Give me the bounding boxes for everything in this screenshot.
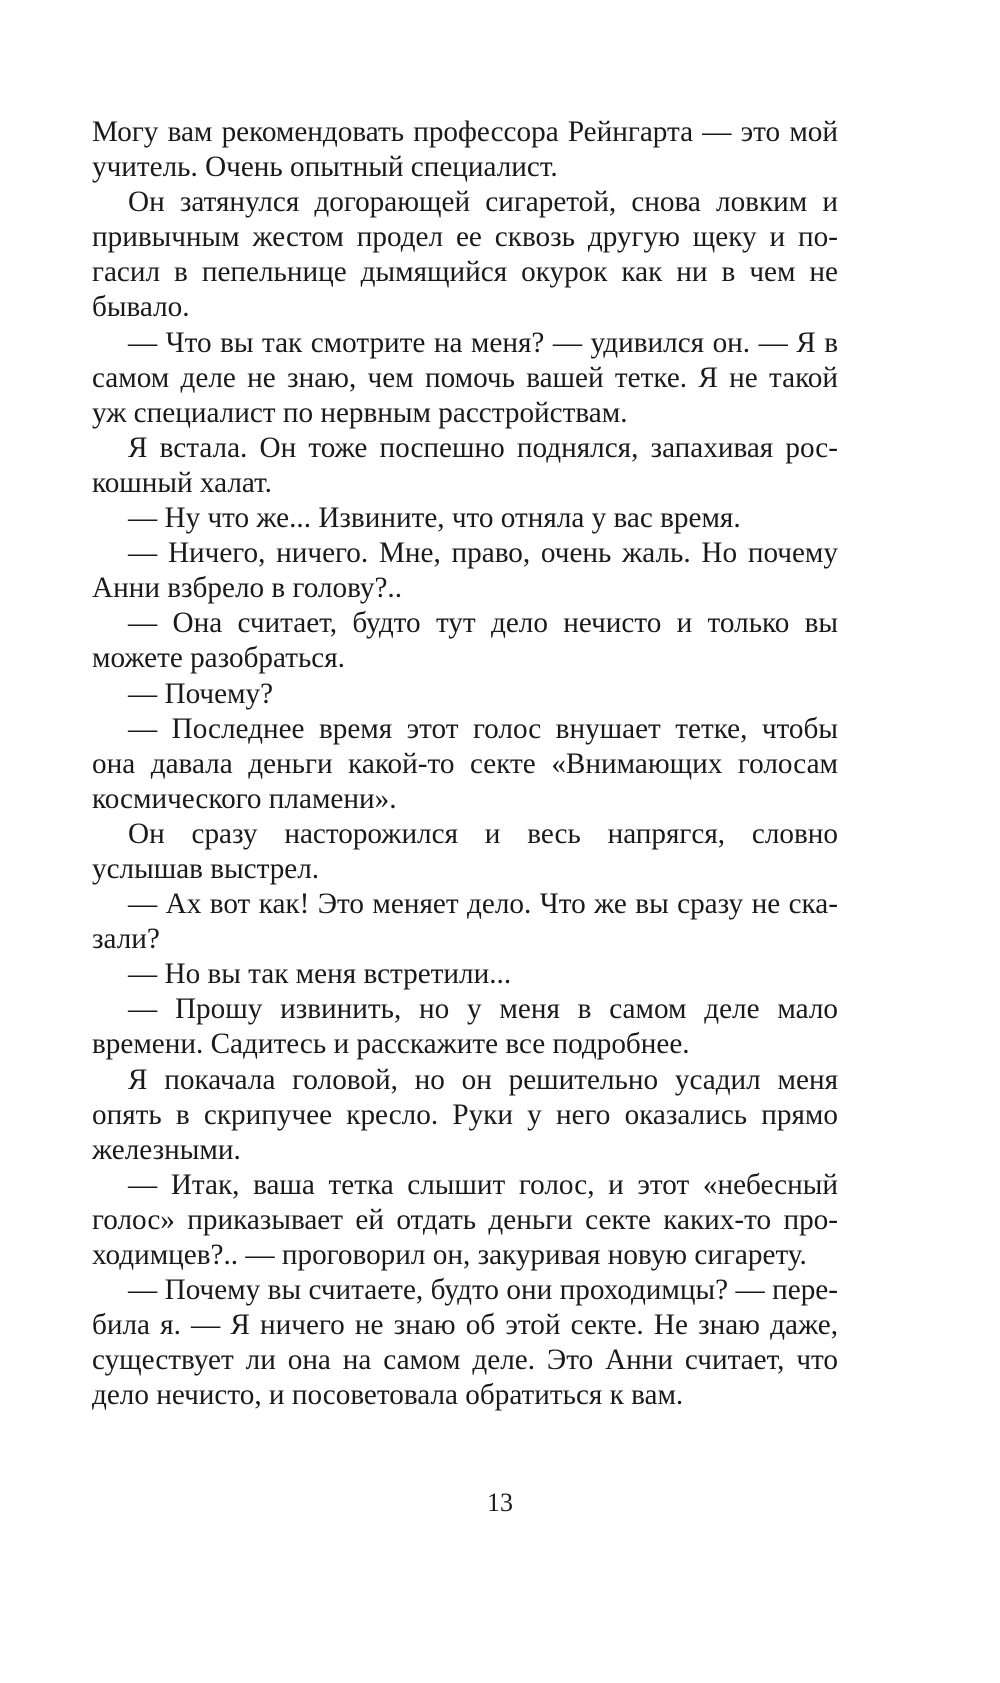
- paragraph-8: — Почему?: [128, 677, 274, 710]
- paragraph-10: Он сразу насторожился и весь напрягся, словно услышав выстрел.: [92, 817, 838, 885]
- paragraph-2: Он затянулся догорающей сигаретой, снова ловким и привычным жестом продел ее сквозь другую щеку и погасил в пепельнице дымящийся окурок как ни в чем не бывало.: [92, 186, 838, 324]
- paragraph-12: — Но вы так меня встретили...: [128, 958, 512, 991]
- paragraph-13: — Прошу извинить, но у меня в самом деле мало времени. Садитесь и расскажите все подробнее.: [92, 993, 838, 1061]
- paragraph-7: — Она считает, будто тут дело нечисто и только вы можете разобраться.: [92, 607, 838, 675]
- paragraph-5: — Ну что же... Извините, что отняла у вас время.: [128, 502, 741, 535]
- paragraph-3: — Что вы так смотрите на меня? — удивился он. — Я в самом деле не знаю, чем помочь вашей тетке. Я не такой уж специалист по нервным расстройствам.: [92, 326, 838, 429]
- paragraph-1: Могу вам рекомендовать профессора Рейнгарта — это мой учитель. Очень опытный специалист.: [92, 116, 838, 184]
- paragraph-11: — Ах вот как! Это меняет дело. Что же вы сразу не сказали?: [92, 888, 838, 956]
- page-number: 13: [487, 1488, 513, 1517]
- paragraph-16: — Почему вы считаете, будто они проходимцы? — перебила я. — Я ничего не знаю об этой секте. Не знаю даже, существует ли она на самом деле. Это Анни считает, что дело нечисто, и посоветовала обратиться к вам.: [92, 1274, 838, 1412]
- paragraph-15: — Итак, ваша тетка слышит голос, и этот «небесный голос» приказывает ей отдать деньги секте каких-то проходимцев?.. — проговорил он, закуривая новую сигарету.: [92, 1168, 838, 1271]
- paragraph-4: Я встала. Он тоже поспешно поднялся, запахивая роскошный халат.: [92, 431, 838, 499]
- body-text: [92, 115, 838, 1413]
- paragraph-14: Я покачала головой, но он решительно усадил меня опять в скрипучее кресло. Руки у него оказались прямо железными.: [92, 1063, 838, 1166]
- paragraph-6: — Ничего, ничего. Мне, право, очень жаль. Но почему Анни взбрело в голову?..: [92, 537, 838, 605]
- paragraph-9: — Последнее время этот голос внушает тетке, чтобы она давала деньги какой-то секте «Внимающих голосам космического пламени».: [92, 712, 838, 815]
